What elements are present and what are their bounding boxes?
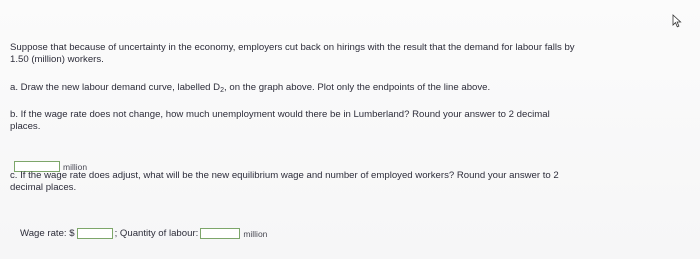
question-a-text-end: , on the graph above. Plot only the endpoints of the line above. — [224, 82, 491, 93]
wage-rate-label: Wage rate: $ — [20, 228, 75, 239]
question-c-line-2: decimal places. — [10, 181, 77, 193]
question-a-text: a. Draw the new labour demand curve, labelled D — [10, 82, 221, 93]
question-b — [10, 109, 680, 132]
problem-statement-line-1: Suppose that because of uncertainty in the economy, employers cut back on hirings with the result that the demand for labour falls by — [10, 42, 575, 53]
problem-statement-line-2: 1.50 (million) workers. — [10, 53, 104, 65]
question-c-answer-row — [20, 228, 267, 239]
unemployment-unit-label: million — [63, 161, 88, 172]
question-a-subscript: 2 — [220, 87, 225, 94]
question-b-line-2: places. — [10, 120, 41, 132]
question-a — [10, 82, 680, 97]
question-b-line-1: b. If the wage rate does not change, how much unemployment would there be in Lumberland? Round your answer to 2 decimal — [10, 109, 550, 120]
quantity-unit-label: million — [243, 228, 268, 239]
mouse-cursor-icon — [672, 14, 682, 28]
quantity-of-labour-label: ; Quantity of labour: — [114, 228, 199, 239]
question-c-line-1: c. If the wage rate does adjust, what will be the new equilibrium wage and number of employed workers? Round your answer to 2 — [10, 170, 559, 181]
quantity-of-labour-input[interactable] — [200, 228, 240, 239]
question-c — [10, 170, 680, 193]
wage-rate-input[interactable] — [77, 228, 113, 239]
problem-statement — [10, 42, 680, 65]
